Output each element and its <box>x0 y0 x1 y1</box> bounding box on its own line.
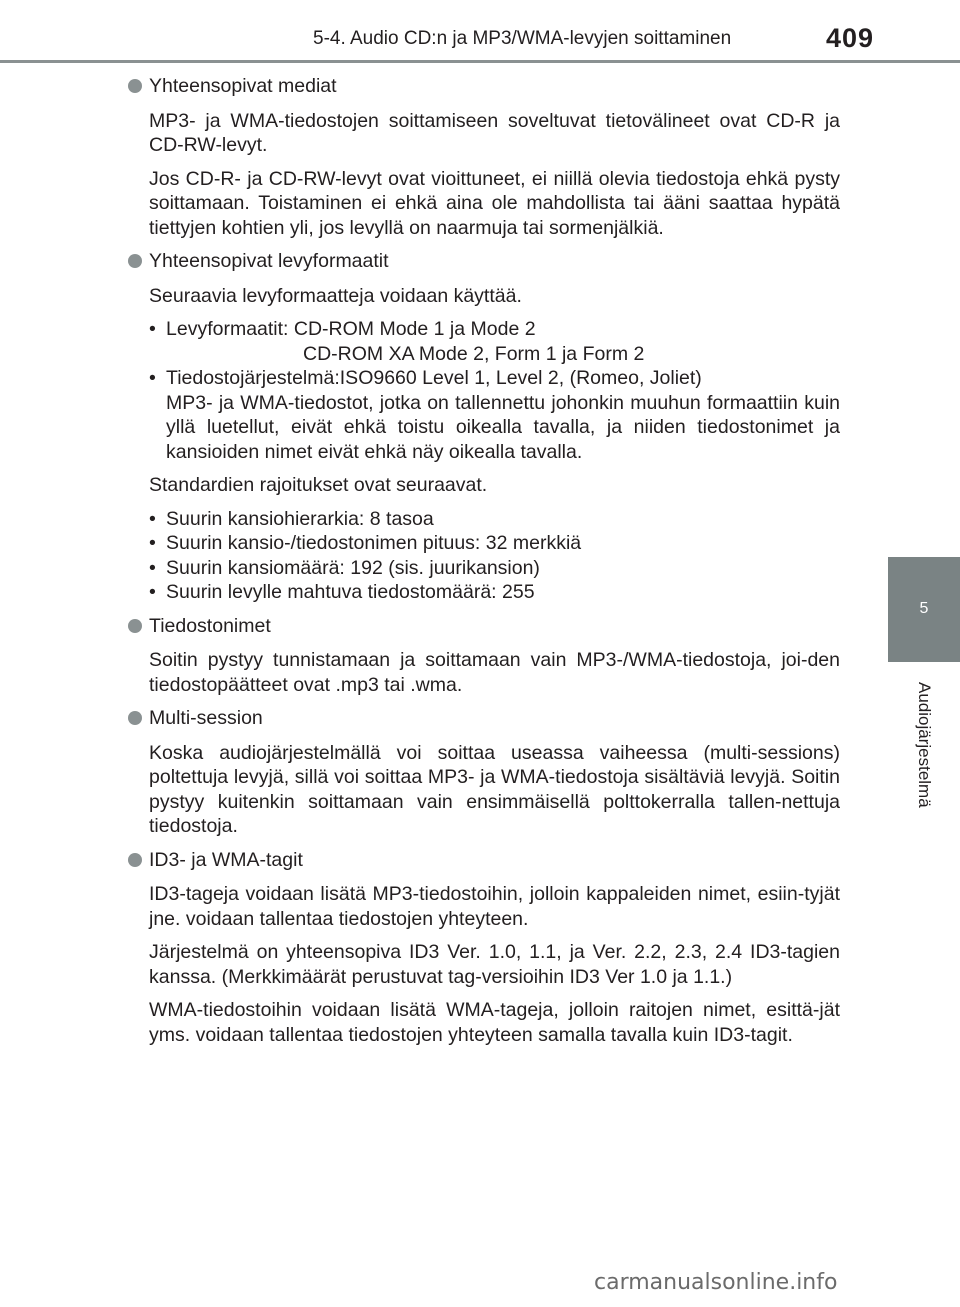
list-item <box>149 366 840 391</box>
paragraph: Standardien rajoitukset ovat seuraavat. <box>149 474 488 496</box>
page-content <box>128 74 840 1056</box>
paragraph: Koska audiojärjestelmällä voi soittaa useassa vaiheessa (multi-sessions) poltettuja levyjä, sillä voi soittaa MP3- ja WMA-tiedostoja sisältäviä levyjä. Soitin pystyy kuitenkin soittamaan vain ensimmäisellä polttokerralla tallen-nettuja tiedostoja. <box>149 741 840 837</box>
page-header <box>0 0 960 62</box>
list-item-text: Suurin kansio-/tiedostonimen pituus: 32 merkkiä <box>166 532 582 554</box>
list-bullet: • <box>149 507 156 530</box>
header-rule <box>0 60 960 63</box>
section-heading <box>128 74 840 99</box>
chapter-number: 5 <box>919 600 929 617</box>
bullet-dot-icon <box>128 853 142 867</box>
list-item <box>149 556 840 581</box>
section-heading <box>128 706 840 731</box>
paragraph: Soitin pystyy tunnistamaan ja soittamaan vain MP3-/WMA-tiedostoja, joi-den tiedostopäätteet ovat .mp3 tai .wma. <box>149 649 840 696</box>
chapter-label-box <box>888 662 960 872</box>
list-item-text: Suurin kansiohierarkia: 8 tasoa <box>166 507 434 530</box>
limits-list <box>149 507 840 605</box>
list-item-continuation: MP3- ja WMA-tiedostot, jotka on tallennettu johonkin muuhun formaattiin kuin yllä luetellut, eivät ehkä toistu oikealla tavalla, ja niiden tiedostonimet ja kansioiden nimet eivät ehkä näy oikealla tavalla. <box>166 391 840 463</box>
list-bullet: • <box>149 367 156 389</box>
list-item <box>149 507 840 532</box>
paragraph: ID3-tageja voidaan lisätä MP3-tiedostoihin, jolloin kappaleiden nimet, esiin-tyjät jne. voidaan tallentaa tiedostojen yhteyteen. <box>149 883 840 930</box>
list-bullet: • <box>149 318 156 340</box>
section-heading-text: Tiedostonimet <box>149 614 271 637</box>
paragraph: Jos CD-R- ja CD-RW-levyt ovat vioittuneet, ei niillä olevia tiedostoja ehkä pysty soittamaan. Toistaminen ei ehkä aina ole mahdollista tai ääni saattaa hypätä tiettyjen kohtien yli, jos levyllä on naarmuja tai sormenjälkiä. <box>149 167 840 239</box>
bullet-dot-icon <box>128 711 142 725</box>
section-heading <box>128 848 840 873</box>
section-heading-text: Multi-session <box>149 707 263 729</box>
list-item-text: Suurin kansiomäärä: 192 (sis. juurikansion) <box>166 556 540 579</box>
bullet-dot-icon <box>128 619 142 633</box>
paragraph: WMA-tiedostoihin voidaan lisätä WMA-tageja, jolloin raitojen nimet, esittä-jät yms. voidaan tallentaa tiedostojen yhteyteen samalla tavalla kuin ID3-tagit. <box>149 999 840 1046</box>
chapter-tab <box>888 557 960 662</box>
paragraph: Seuraavia levyformaatteja voidaan käyttää. <box>149 284 522 307</box>
section-heading-text: Yhteensopivat levyformaatit <box>149 250 389 272</box>
chapter-label: Audiojärjestelmä <box>915 682 934 808</box>
page-number: 409 <box>826 23 875 53</box>
bullet-dot-icon <box>128 254 142 268</box>
list-item-text: Suurin levylle mahtuva tiedostomäärä: 255 <box>166 581 535 603</box>
list-item-text: Levyformaatit: CD-ROM Mode 1 ja Mode 2 <box>166 318 536 340</box>
format-list <box>149 317 840 464</box>
bullet-dot-icon <box>128 79 142 93</box>
section-title: 5-4. Audio CD:n ja MP3/WMA-levyjen soittaminen <box>313 28 732 49</box>
list-bullet: • <box>149 532 156 554</box>
section-heading-text: Yhteensopivat mediat <box>149 75 337 97</box>
list-item <box>149 317 840 342</box>
list-bullet: • <box>149 556 156 579</box>
list-item-text: Tiedostojärjestelmä:ISO9660 Level 1, Level 2, (Romeo, Joliet) <box>166 367 702 389</box>
paragraph: MP3- ja WMA-tiedostojen soittamiseen soveltuvat tietovälineet ovat CD-R ja CD-RW-levyt. <box>149 109 840 156</box>
paragraph: Järjestelmä on yhteensopiva ID3 Ver. 1.0, 1.1, ja Ver. 2.2, 2.3, 2.4 ID3-tagien kanssa. (Merkkimäärät perustuvat tag-versioihin ID3 Ver 1.0 ja 1.1.) <box>149 941 840 988</box>
list-item-continuation: CD-ROM XA Mode 2, Form 1 ja Form 2 <box>303 342 645 365</box>
watermark: carmanualsonline.info <box>594 1270 838 1295</box>
list-bullet: • <box>149 581 156 603</box>
list-item <box>149 580 840 605</box>
section-heading-text: ID3- ja WMA-tagit <box>149 848 303 871</box>
section-heading <box>128 614 840 639</box>
section-heading <box>128 249 840 274</box>
list-item <box>149 531 840 556</box>
